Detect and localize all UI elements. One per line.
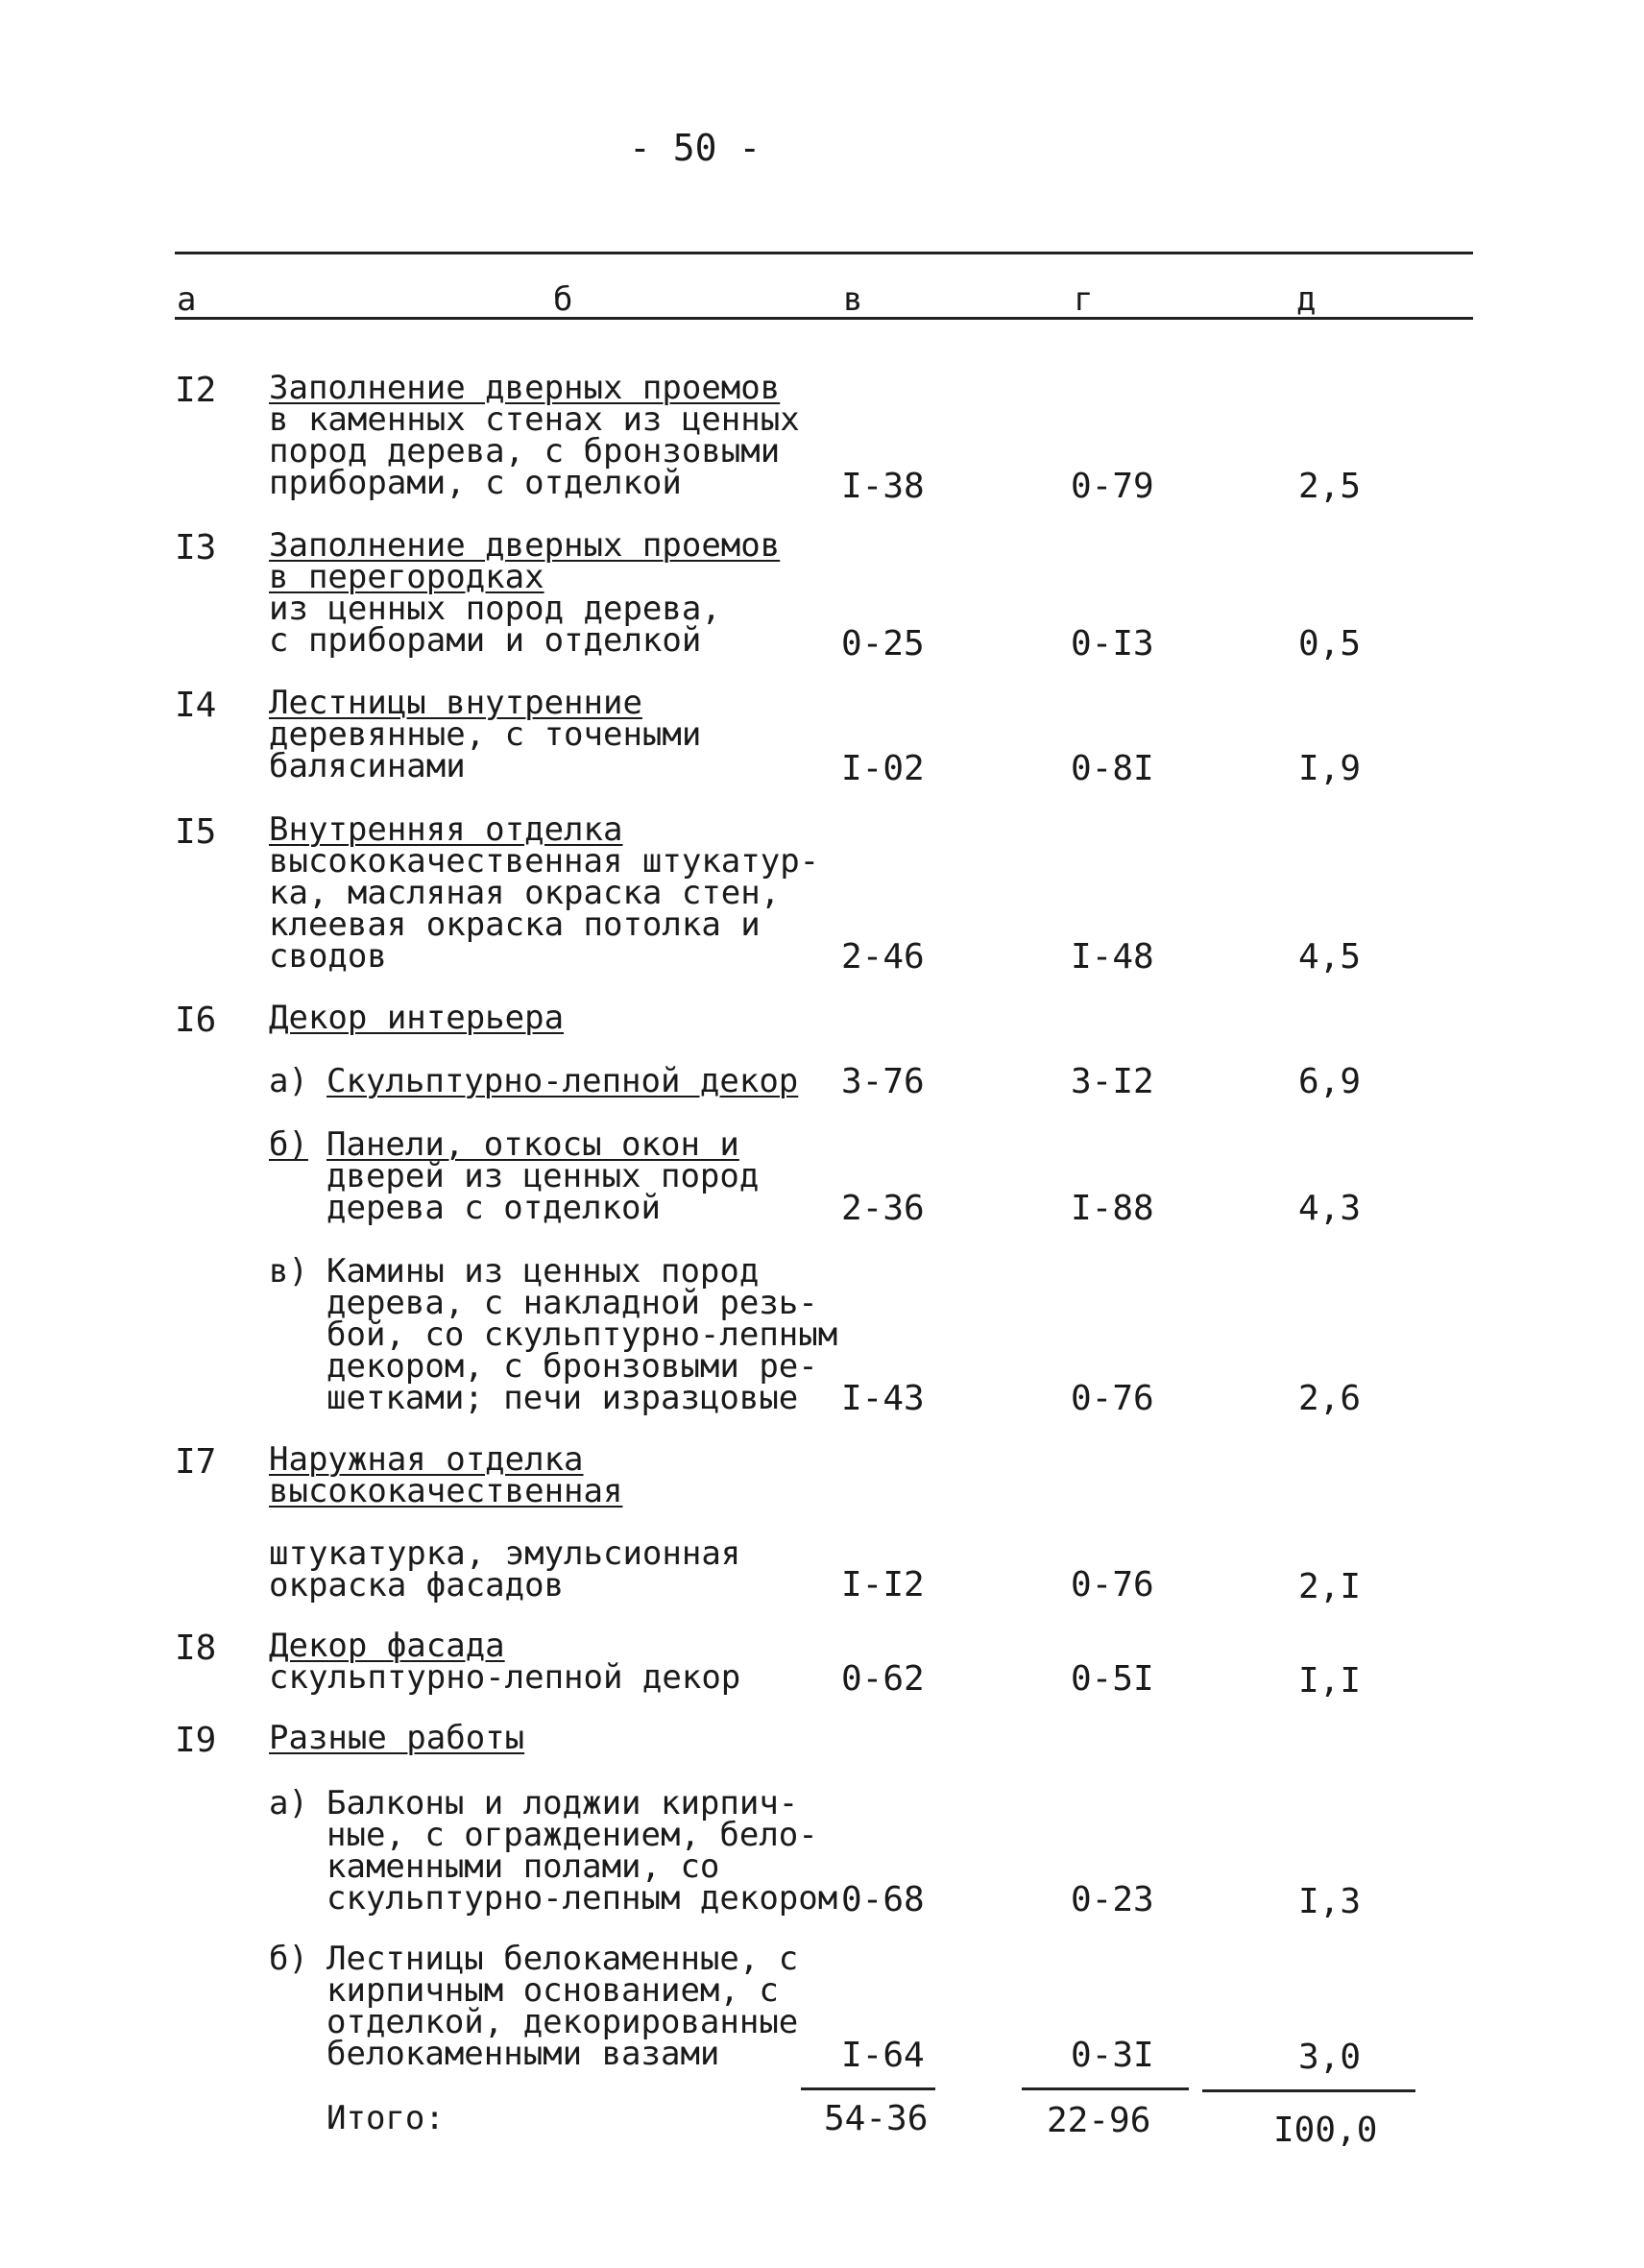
value-g: 0-3I xyxy=(1071,2036,1154,2075)
row-title: Разные работы xyxy=(269,1719,525,1757)
value-v: I-02 xyxy=(841,749,925,788)
value-v: I-I2 xyxy=(841,1565,925,1604)
row-title: Декор фасада xyxy=(269,1627,505,1665)
subitem-prefix: б) xyxy=(269,1940,308,1978)
total-d: I00,0 xyxy=(1273,2111,1378,2150)
value-d: I,I xyxy=(1298,1661,1362,1701)
row-number: I6 xyxy=(175,1001,217,1040)
row-title: Лестницы белокаменные, с xyxy=(326,1940,799,1978)
row-line: шетками; печи изразцовые xyxy=(326,1379,799,1417)
value-v: I-43 xyxy=(841,1379,925,1418)
row-line: декором, с бронзовыми ре- xyxy=(326,1347,818,1386)
total-label: Итого: xyxy=(326,2099,445,2137)
row-line: каменными полами, со xyxy=(326,1847,720,1886)
value-d: I,9 xyxy=(1298,749,1362,788)
row-number: I3 xyxy=(175,528,217,567)
subitem-prefix: а) xyxy=(269,1784,308,1822)
value-v: 0-62 xyxy=(841,1659,925,1699)
col-header-d: д xyxy=(1296,280,1317,319)
table-top-rule xyxy=(175,252,1473,254)
row-line: в каменных стенах из ценных xyxy=(269,400,800,439)
row-number: I5 xyxy=(175,812,217,852)
value-v: 2-46 xyxy=(841,937,925,977)
row-line: окраска фасадов xyxy=(269,1566,565,1604)
row-title: Панели, откосы окон и xyxy=(326,1125,739,1164)
value-v: I-64 xyxy=(841,2036,925,2075)
value-d: I,3 xyxy=(1298,1882,1362,1921)
row-line: бой, со скульптурно-лепным xyxy=(326,1315,838,1354)
value-d: 6,9 xyxy=(1298,1062,1362,1101)
row-line: сводов xyxy=(269,937,387,976)
row-line: дерева с отделкой xyxy=(326,1189,661,1227)
row-line: высококачественная штукатур- xyxy=(269,842,820,881)
value-v: 0-68 xyxy=(841,1880,925,1919)
row-line: с приборами и отделкой xyxy=(269,621,702,660)
value-g: 3-I2 xyxy=(1071,1062,1154,1101)
total-rule-d xyxy=(1202,2089,1415,2092)
row-line: высококачественная xyxy=(269,1472,623,1510)
subitem-prefix: а) xyxy=(269,1062,308,1100)
col-header-b: б xyxy=(553,280,573,319)
total-g: 22-96 xyxy=(1047,2101,1151,2140)
value-g: I-48 xyxy=(1071,937,1154,977)
total-rule-v xyxy=(801,2087,935,2090)
row-line: в перегородках xyxy=(269,558,544,596)
page-number: - 50 - xyxy=(629,127,762,169)
subitem-prefix: б) xyxy=(269,1125,308,1164)
value-d: 2,6 xyxy=(1298,1379,1362,1418)
value-v: 0-25 xyxy=(841,624,925,664)
row-line: приборами, с отделкой xyxy=(269,464,682,502)
row-line: дверей из ценных пород xyxy=(326,1157,760,1195)
value-d: 3,0 xyxy=(1298,2038,1362,2077)
value-g: 0-I3 xyxy=(1071,624,1154,664)
value-v: 2-36 xyxy=(841,1189,925,1228)
row-title: Заполнение дверных проемов xyxy=(269,369,781,407)
header-bottom-rule xyxy=(175,317,1473,320)
row-line: кирпичным основанием, с xyxy=(326,1971,779,2010)
col-header-a: а xyxy=(177,280,197,319)
row-line: балясинами xyxy=(269,747,466,785)
row-line: отделкой, декорированные xyxy=(326,2003,799,2041)
row-line: скульптурно-лепным декором xyxy=(326,1879,838,1918)
row-line: скульптурно-лепной декор xyxy=(269,1658,741,1697)
row-title: Лестницы внутренние xyxy=(269,684,642,722)
row-title: Декор интерьера xyxy=(269,999,565,1037)
value-g: I-88 xyxy=(1071,1189,1154,1228)
row-title: Камины из ценных пород xyxy=(326,1252,760,1291)
row-title: Внутренняя отделка xyxy=(269,810,623,849)
col-header-v: в xyxy=(843,280,863,319)
row-line: из ценных пород дерева, xyxy=(269,590,721,628)
row-number: I8 xyxy=(175,1629,217,1668)
total-rule-g xyxy=(1022,2087,1189,2090)
row-title: Заполнение дверных проемов xyxy=(269,526,781,565)
value-g: 0-23 xyxy=(1071,1880,1154,1919)
row-number: I9 xyxy=(175,1721,217,1760)
total-v: 54-36 xyxy=(824,2099,929,2138)
col-header-g: г xyxy=(1074,280,1094,319)
row-title: Балконы и лоджии кирпич- xyxy=(326,1784,799,1822)
value-d: 0,5 xyxy=(1298,624,1362,664)
row-line: ка, масляная окраска стен, xyxy=(269,874,781,912)
value-g: 0-76 xyxy=(1071,1565,1154,1604)
value-g: 0-5I xyxy=(1071,1659,1154,1699)
value-v: 3-76 xyxy=(841,1062,925,1101)
row-number: I4 xyxy=(175,686,217,725)
row-title: Скульптурно-лепной декор xyxy=(326,1062,799,1100)
row-number: I7 xyxy=(175,1442,217,1482)
value-d: 4,5 xyxy=(1298,937,1362,977)
value-v: I-38 xyxy=(841,467,925,506)
row-title: Наружная отделка xyxy=(269,1440,584,1479)
row-line: клеевая окраска потолка и xyxy=(269,905,761,944)
row-line: дерева, с накладной резь- xyxy=(326,1284,818,1322)
value-g: 0-79 xyxy=(1071,467,1154,506)
row-line: деревянные, с точеными xyxy=(269,715,702,754)
value-g: 0-8I xyxy=(1071,749,1154,788)
value-d: 2,5 xyxy=(1298,467,1362,506)
subitem-prefix: в) xyxy=(269,1252,308,1291)
value-d: 4,3 xyxy=(1298,1189,1362,1228)
row-line: пород дерева, с бронзовыми xyxy=(269,432,781,470)
row-number: I2 xyxy=(175,371,217,410)
row-line: ные, с ограждением, бело- xyxy=(326,1816,818,1854)
value-d: 2,I xyxy=(1298,1567,1362,1606)
row-line: белокаменными вазами xyxy=(326,2035,720,2073)
value-g: 0-76 xyxy=(1071,1379,1154,1418)
row-line: штукатурка, эмульсионная xyxy=(269,1534,741,1573)
